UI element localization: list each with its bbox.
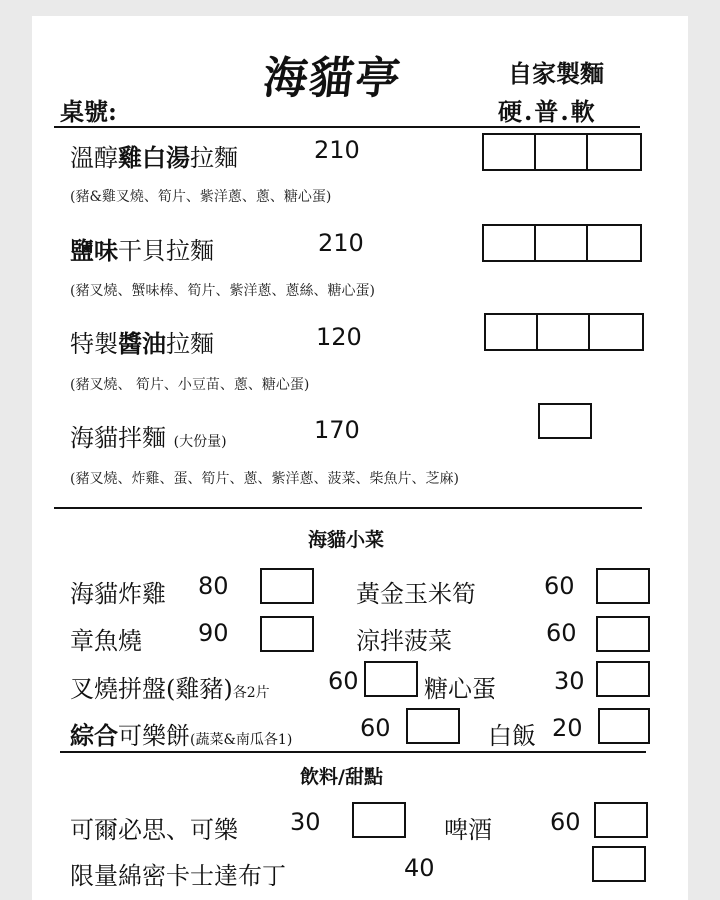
ramen-price-1: 210 <box>314 136 360 164</box>
side-rice: 白飯 <box>488 722 536 750</box>
section-divider-1 <box>54 507 642 509</box>
table-number-label: 桌號: <box>60 97 117 126</box>
restaurant-logo: 海貓亭 <box>260 53 405 104</box>
side-spinach-checkbox[interactable] <box>596 616 650 652</box>
side-spinach: 涼拌菠菜 <box>356 627 452 655</box>
drink-calpis-cola-price: 30 <box>290 808 321 836</box>
drink-calpis-cola: 可爾必思、可樂 <box>70 816 238 844</box>
side-fried-chicken-price: 80 <box>198 572 229 600</box>
firmness-normal-checkbox-3[interactable] <box>536 313 590 351</box>
side-spinach-price: 60 <box>546 619 577 647</box>
side-fried-chicken-checkbox[interactable] <box>260 568 314 604</box>
side-takoyaki-checkbox[interactable] <box>260 616 314 652</box>
dessert-pudding-checkbox[interactable] <box>592 846 646 882</box>
drink-beer: 啤酒 <box>444 816 492 844</box>
ramen-price-2: 210 <box>318 229 364 257</box>
side-fried-chicken: 海貓炸雞 <box>70 580 166 608</box>
firmness-hard-checkbox-2[interactable] <box>482 224 536 262</box>
firmness-normal-checkbox-1[interactable] <box>534 133 588 171</box>
side-takoyaki: 章魚燒 <box>70 627 142 655</box>
firmness-soft-checkbox-3[interactable] <box>588 313 644 351</box>
side-soft-egg: 糖心蛋 <box>424 675 496 703</box>
drink-beer-price: 60 <box>550 808 581 836</box>
side-baby-corn-price: 60 <box>544 572 575 600</box>
firmness-normal-checkbox-2[interactable] <box>534 224 588 262</box>
firmness-soft-checkbox-2[interactable] <box>586 224 642 262</box>
ramen-name-1: 溫醇雞白湯拉麵 <box>70 143 238 172</box>
side-croquette-checkbox[interactable] <box>406 708 460 744</box>
ramen-desc-1: (豬&雞叉燒、筍片、紫洋蔥、蔥、糖心蛋) <box>70 189 332 205</box>
order-checkbox-4[interactable] <box>538 403 592 439</box>
ramen-price-3: 120 <box>316 323 362 351</box>
ramen-price-4: 170 <box>314 416 360 444</box>
ramen-desc-4: (豬叉燒、炸雞、蛋、筍片、蔥、紫洋蔥、菠菜、柴魚片、芝麻) <box>70 471 459 487</box>
dessert-pudding: 限量綿密卡士達布丁 <box>70 862 286 890</box>
side-rice-checkbox[interactable] <box>598 708 650 744</box>
side-croquette-price: 60 <box>360 714 391 742</box>
sides-title: 海貓小菜 <box>308 529 385 551</box>
header-divider <box>54 126 640 128</box>
ramen-desc-3: (豬叉燒、 筍片、小豆苗、蔥、糖心蛋) <box>70 377 310 393</box>
homemade-noodles-label: 自家製麵 <box>508 59 604 88</box>
ramen-name-4: 海貓拌麵 (大份量) <box>70 424 227 452</box>
ramen-desc-2: (豬叉燒、蟹味棒、筍片、紫洋蔥、蔥絲、糖心蛋) <box>70 283 375 299</box>
side-takoyaki-price: 90 <box>198 619 229 647</box>
side-chashu-platter: 叉燒拼盤(雞豬)各2片 <box>70 675 270 703</box>
firmness-soft-checkbox-1[interactable] <box>586 133 642 171</box>
side-chashu-platter-price: 60 <box>328 667 359 695</box>
dessert-pudding-price: 40 <box>404 854 435 882</box>
side-rice-price: 20 <box>552 714 583 742</box>
ramen-name-2: 鹽味干貝拉麵 <box>70 236 214 265</box>
side-baby-corn: 黃金玉米筍 <box>356 580 476 608</box>
drinks-title: 飲料/甜點 <box>300 766 383 788</box>
section-divider-2 <box>60 751 646 753</box>
side-soft-egg-price: 30 <box>554 667 585 695</box>
firmness-hard-checkbox-3[interactable] <box>484 313 538 351</box>
side-croquette: 綜合可樂餅(蔬菜&南瓜各1) <box>70 721 293 750</box>
ramen-name-3: 特製醬油拉麵 <box>70 329 214 358</box>
firmness-options-label: 硬.普.軟 <box>498 97 597 126</box>
drink-calpis-cola-checkbox[interactable] <box>352 802 406 838</box>
menu-sheet <box>32 16 688 900</box>
firmness-hard-checkbox-1[interactable] <box>482 133 536 171</box>
drink-beer-checkbox[interactable] <box>594 802 648 838</box>
side-chashu-platter-checkbox[interactable] <box>364 661 418 697</box>
side-soft-egg-checkbox[interactable] <box>596 661 650 697</box>
side-baby-corn-checkbox[interactable] <box>596 568 650 604</box>
